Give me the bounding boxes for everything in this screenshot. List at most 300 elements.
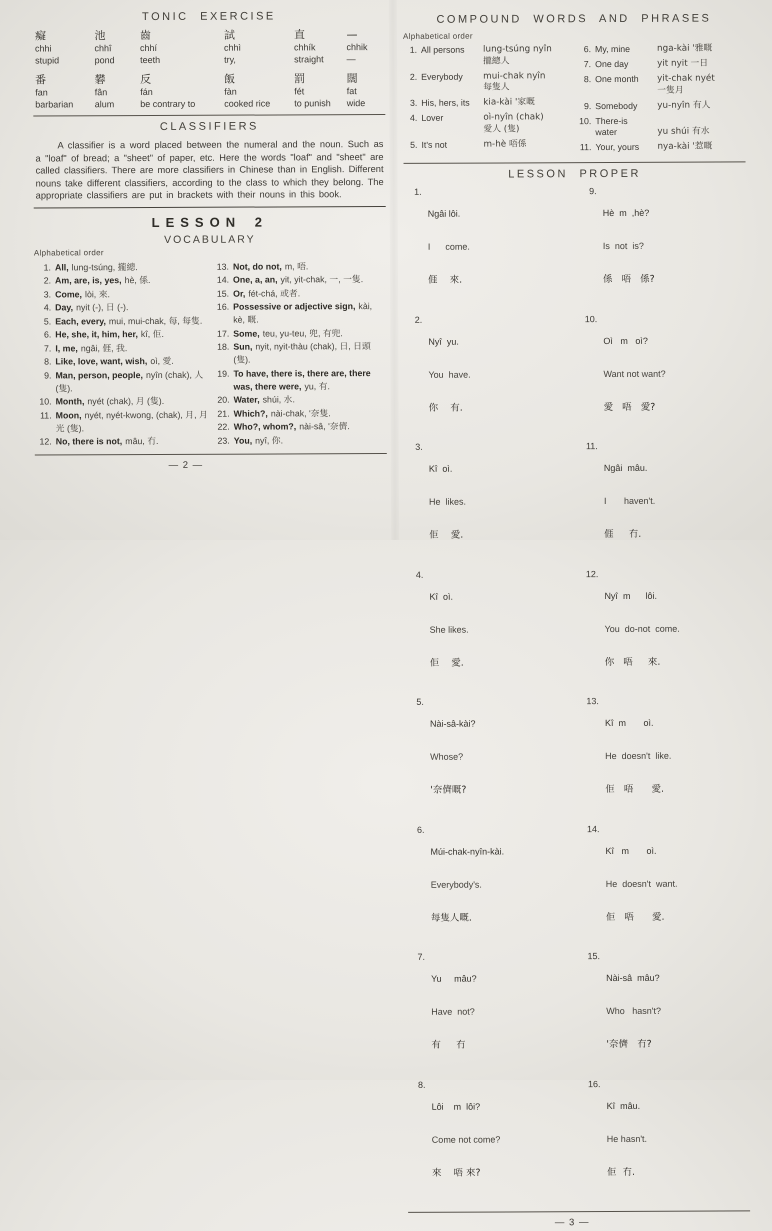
item-number: 6. [43,329,52,340]
compound-item [403,139,571,151]
item-number: 11. [40,410,52,421]
sentence-item [404,186,572,308]
sentence-text [604,440,748,562]
item-number: 2. [414,314,423,325]
compound-english: My, mine [595,43,631,55]
item-number: 2. [43,275,52,286]
item-number: 4. [43,302,52,313]
item-number: 14. [216,275,230,286]
tonic-cell [294,72,347,109]
item-text [55,328,208,342]
item-text [234,393,387,407]
item-english: You, [233,435,253,446]
compound-definition: lung-tsúng nyîn 攏總人 [483,44,552,67]
item-text [55,274,208,288]
item-translation: mui, mui-chak, 每, 每隻. [108,315,203,327]
compound-english: All persons [421,44,465,55]
item-english: Which?, [233,408,268,419]
sentence-gloss: I come. [427,241,470,252]
page-left [27,0,393,542]
compound-words-list [403,43,745,157]
tonic-romanization: chhík [294,42,316,53]
sentence-item [407,951,575,1073]
vocab-item [213,434,387,448]
lesson-proper-list [404,185,750,1206]
sentence-item [583,1078,751,1200]
vocab-item [212,327,386,341]
compound-words-title: COMPOUND WORDS AND PHRASES [436,12,712,26]
item-text [55,315,208,329]
tonic-character: — [346,28,358,42]
compound-item [403,44,571,68]
sentence-romanization: Múi-chak-nyîn-kài. [430,845,505,857]
item-text [56,395,209,409]
sentence-item [405,569,573,691]
tonic-character: 飯 [224,72,236,86]
item-number: 13. [586,696,599,707]
compound-item [577,43,745,55]
sentence-item [579,185,747,307]
item-english: Sun, [233,342,253,353]
tonic-character: 礬 [94,73,106,87]
tonic-romanization: chhì [224,42,242,53]
vocab-item [34,315,208,329]
vocab-item [212,300,386,327]
vocab-item [34,342,208,356]
compound-item [577,58,745,70]
classifiers-title: CLASSIFIERS [159,120,259,133]
item-text [55,369,208,396]
sentence-text [431,951,575,1073]
sentence-romanization: Nyî yu. [428,336,459,347]
sentence-item [582,950,750,1072]
item-translation: kài, kè, 嘅. [233,301,373,326]
compound-definition: nya-kài '惹嘅 [657,141,713,152]
item-english: Come, [55,289,83,300]
item-text [234,434,387,448]
item-english: Some, [233,328,260,339]
item-translation: lòi, 來. [84,289,110,300]
item-translation: m, 唔. [284,261,309,272]
sentence-romanization: Ngâi mâu. [603,462,648,474]
item-translation: yu, 有. [304,381,330,392]
tonic-romanization: fán [140,87,153,98]
sentence-gloss: Want not want? [603,368,666,379]
vocab-item [212,287,386,301]
sentence-characters: '奈儕嘅? [430,784,467,796]
item-english: He, she, it, him, her, [55,329,138,340]
item-number: 16. [588,1078,601,1089]
sentence-item [580,568,748,690]
tonic-cell [35,73,95,110]
item-number: 3. [415,441,423,452]
tonic-exercise-table [35,28,385,111]
item-translation: lung-tsúng, 攏總. [71,262,138,273]
compound-english: Your, yours [595,141,640,153]
item-english: No, there is not, [55,436,123,447]
item-text [233,273,386,287]
item-number: 3. [43,289,52,300]
item-translation: kî, 佢. [140,329,164,340]
sentence-characters: 𠊎 來. [428,274,463,286]
sentence-text [603,313,747,435]
compound-item [577,100,745,112]
tonic-romanization: chhí [140,42,158,54]
sentence-item [406,824,574,946]
compound-column-left [403,44,571,158]
item-text [233,260,386,274]
sentence-romanization: Ngâi lôi. [427,208,461,219]
tonic-cell [224,72,294,109]
item-number: 8. [583,74,592,85]
item-text [56,435,209,449]
page-number-left: — 2 — [168,459,204,471]
compound-english: One month [595,73,639,85]
vocab-item [34,369,208,396]
tonic-meaning: pond [94,55,115,66]
item-number: 3. [409,97,418,108]
compound-definition: yit-chak nyét 一隻月 [657,73,715,96]
sentence-gloss: He doesn't want. [605,878,678,889]
tonic-cell [94,29,140,66]
item-number: 9. [583,100,592,111]
compound-item [577,73,745,97]
item-number: 4. [415,569,424,580]
vocabulary-column-right [212,260,387,449]
sentence-characters: 佢 愛. [429,657,464,669]
sentence-text [605,823,749,945]
item-number: 11. [585,441,598,452]
vocab-item [34,274,208,288]
tonic-meaning: alum [94,99,115,110]
compound-english: Lover [421,112,444,123]
compound-item [403,71,571,95]
sentence-characters: 你 有. [428,402,463,414]
sentence-characters: 佢 唔 愛. [605,783,664,796]
item-number: 15. [216,288,230,299]
item-translation: yit, yit-chak, 一, 一隻. [280,274,364,285]
item-english: Or, [233,288,246,299]
tonic-character: 試 [223,28,236,42]
sentence-characters: 來 唔 來? [431,1167,481,1179]
item-text [55,342,208,356]
item-english: Man, person, people, [55,370,143,381]
sentence-romanization: Yu mâu? [431,973,477,984]
vocab-item [34,288,208,302]
item-number: 6. [416,824,425,835]
lesson-proper-title: LESSON PROPER [508,167,641,181]
item-english: Like, love, want, wish, [55,356,148,367]
vocab-item [213,393,387,407]
tonic-cell [347,72,386,109]
vocab-item [35,395,209,409]
item-translation: teu, yu-teu, 兜, 有兜. [262,328,343,339]
tonic-romanization: fàn [224,86,237,97]
item-number: 20. [217,395,230,406]
lesson-proper-column-left [404,186,575,1207]
sentence-text [606,950,750,1072]
divider [34,206,386,209]
sentence-romanization: Nài-sâ-kài? [429,718,476,729]
sentence-gloss: He hasn't. [606,1133,648,1144]
item-number: 8. [418,1079,426,1090]
sentence-romanization: Lôi m lôi? [431,1101,481,1112]
vocab-item [34,355,208,369]
tonic-meaning: to punish [294,98,331,109]
vocabulary-list [34,260,387,450]
vocab-item [34,261,208,275]
item-text [234,407,387,421]
vocab-item [212,260,386,274]
item-number: 7. [583,59,592,70]
vocabulary-title: VOCABULARY [164,233,256,246]
item-text [234,420,387,434]
sentence-romanization: Kî oì. [429,591,453,602]
item-number: 7. [43,343,52,354]
item-number: 4. [409,112,418,123]
item-text [233,287,386,301]
item-text [56,409,209,436]
vocab-item [213,420,387,434]
tonic-romanization: chhik [346,42,368,53]
tonic-romanization: chhî [94,43,112,54]
vocab-item [213,407,387,421]
divider [404,161,746,163]
compound-definition: oì-nyîn (chak) 愛人 (隻) [483,112,544,135]
tonic-cell [294,28,347,65]
item-english: To have, there is, there are, there was, there were, [233,368,371,392]
compound-definition: m-hè 唔係 [483,138,527,150]
item-translation: nài-chak, '奈隻. [270,408,331,419]
item-translation: shúi, 水. [262,394,295,405]
vocab-item [35,409,209,436]
item-number: 21. [217,408,230,419]
compound-definition: yu-nyîn 有人 [657,100,711,111]
sentence-romanization: Kî mâu. [606,1100,641,1111]
sentence-text [428,314,572,436]
item-number: 14. [586,823,600,834]
compound-item [577,115,745,139]
item-translation: hè, 係. [124,275,151,286]
sentence-item [581,823,749,945]
compound-english: There-is water [595,115,628,138]
compound-english: It's not [421,139,448,150]
sentence-characters: 佢 冇. [606,1166,636,1178]
sentence-text [604,568,748,690]
tonic-character: 罰 [294,72,306,86]
item-translation: nyî, 你. [255,435,284,446]
item-number: 13. [216,261,230,272]
sentence-text [607,1078,751,1200]
item-text [55,261,208,275]
tonic-cell [346,28,385,65]
item-number: 10. [39,396,52,407]
sentence-characters: 愛 唔 愛? [603,401,656,413]
sentence-characters: 佢 愛. [429,529,464,541]
tonic-cell [35,29,95,66]
compound-item [577,141,745,153]
compound-column-right [577,43,745,157]
sentence-romanization: Nài-sâ mâu? [606,972,660,984]
sentence-text [432,1079,576,1201]
item-text [55,301,208,315]
sentence-characters: '奈儕 冇? [606,1038,652,1051]
compound-definition: kia-kài '家嘅 [483,97,535,108]
item-text [233,367,386,394]
item-number: 17. [217,328,230,339]
item-english: Water, [233,395,260,406]
compound-english: Everybody [421,71,463,82]
sentence-romanization: Hè m ,hè? [602,207,650,219]
item-english: Not, do not, [232,261,282,272]
vocabulary-column-left [34,261,209,450]
item-number: 1. [43,262,52,273]
item-number: 8. [44,356,52,367]
lesson-proper-column-right [579,185,750,1206]
item-translation: oì, 愛. [150,356,174,367]
tonic-meaning: try, [224,54,236,65]
item-number: 1. [409,44,418,55]
item-number: 12. [585,568,599,579]
sentence-characters: 係 唔 係? [603,273,655,286]
sentence-text [429,441,573,563]
sentence-romanization: Oì m oì? [603,335,648,346]
sentence-characters: 每隻人嘅. [430,912,472,924]
sentence-item [580,440,748,562]
tonic-character: 直 [293,28,306,42]
item-translation: nyîn (chak), 人 (隻). [55,369,204,394]
vocab-item [35,435,209,449]
sentence-text [430,824,574,946]
item-english: Who?, whom?, [233,421,297,433]
item-text [233,327,386,341]
sentence-gloss: Whose? [430,751,464,762]
compound-definition: yit nyit 一日 [657,58,709,69]
tonic-romanization: chhi [35,43,52,54]
item-number: 7. [417,951,426,962]
divider [33,114,385,117]
item-number: 10. [584,313,598,324]
item-translation: mâu, 冇. [125,436,159,447]
tonic-character: 癡 [34,29,47,43]
tonic-character: 番 [35,73,47,87]
tonic-meaning: — [346,54,356,65]
tonic-meaning: straight [294,54,324,65]
sentence-gloss: Come not come? [431,1134,501,1145]
compound-english: One day [595,58,629,70]
compound-english: His, hers, its [421,97,470,108]
alphabetical-order-note: Alphabetical order [33,248,104,258]
item-translation: fét-chá, 或者. [248,288,301,299]
item-number: 5. [43,316,52,327]
item-number: 16. [216,302,230,313]
tonic-meaning: barbarian [35,99,74,110]
alphabetical-order-note: Alphabetical order [402,31,473,41]
classifiers-body: A classifier is a word placed between the numeral and the noun. Such as a "loaf" of bread; a "sheet" of paper, etc. Here the words "loaf" and "sheet" are called classifiers. There are more classifiers in Chinese than in English. Different nouns take different classifiers, according to the class to which they belong. The appropriate classifiers are put in brackets with their nouns in this book. [35,139,384,201]
item-number: 22. [217,422,230,433]
tonic-romanization: fan [35,87,48,98]
tonic-cell [224,28,294,65]
page-right [395,0,753,1229]
tonic-exercise-title: TONIC EXERCISE [142,10,276,24]
sentence-text [605,695,749,817]
tonic-character: 闊 [346,72,358,86]
sentence-item [579,313,747,435]
sentence-gloss: He doesn't like. [605,750,672,762]
item-number: 23. [217,435,230,446]
compound-definition: nga-kài '雅嘅 [657,43,713,54]
item-number: 12. [39,436,52,447]
vocab-item [34,328,208,342]
item-number: 5. [410,139,418,150]
compound-english: Somebody [595,100,638,111]
item-number: 10. [579,115,592,126]
sentence-text [428,186,572,308]
tonic-cell [140,29,224,66]
vocab-item [34,301,208,315]
sentence-characters: 佢 唔 愛. [605,911,665,923]
compound-definition: mui-chak nyîn 每隻人 [483,70,546,93]
tonic-romanization: fat [346,86,357,97]
tonic-romanization: fân [94,87,108,98]
item-english: Day, [55,302,74,313]
tonic-character: 齒 [139,29,152,43]
item-number: 11. [579,142,592,153]
sentence-item [404,314,572,436]
item-number: 15. [587,951,601,962]
item-text [55,355,208,369]
item-number: 6. [583,44,592,55]
sentence-text [603,185,747,307]
item-translation: nyit (-), 日 (-). [76,302,129,313]
lesson-title: LESSON 2 [151,214,268,230]
item-text [233,340,386,367]
sentence-gloss: She likes. [429,624,469,635]
tonic-meaning: stupid [35,55,60,66]
item-english: One, a, an, [233,274,278,286]
tonic-meaning: be contrary to [140,98,196,110]
sentence-gloss: You have. [428,369,471,380]
sentence-gloss: You do-not come. [604,623,680,634]
compound-definition: yu shúi 有水 [657,115,710,137]
item-translation: ngâi, 𠊎, 我. [80,343,128,354]
sentence-romanization: Nyî m lôi. [604,590,657,601]
sentence-characters: 你 唔 來. [604,656,661,668]
sentence-gloss: He likes. [428,496,467,507]
classifiers-paragraph [35,138,383,202]
sentence-gloss: Have not? [431,1006,475,1017]
tonic-character: 池 [94,29,106,43]
sentence-romanization: Kî m oì. [604,717,654,729]
sentence-item [406,696,574,818]
tonic-character: 反 [140,73,152,87]
item-number: 5. [416,696,424,707]
vocab-item [212,367,386,394]
sentence-text [430,696,574,818]
sentence-gloss: Everybody's. [430,879,482,890]
sentence-gloss: Is not is? [602,240,644,252]
item-english: Month, [55,396,85,407]
item-english: Possessive or adjective sign, [233,301,356,313]
vocab-item [212,273,386,287]
item-text [233,300,386,327]
item-translation: nyét, nyét-kwong, (chak), 月, 月光 (隻). [55,409,208,434]
sentence-text [429,569,573,691]
item-number: 18. [217,342,230,353]
vocab-item [212,340,386,367]
item-translation: nyit, nyit-thàu (chak), 日, 日頭 (隻). [233,341,371,366]
item-english: Each, every, [55,316,106,327]
